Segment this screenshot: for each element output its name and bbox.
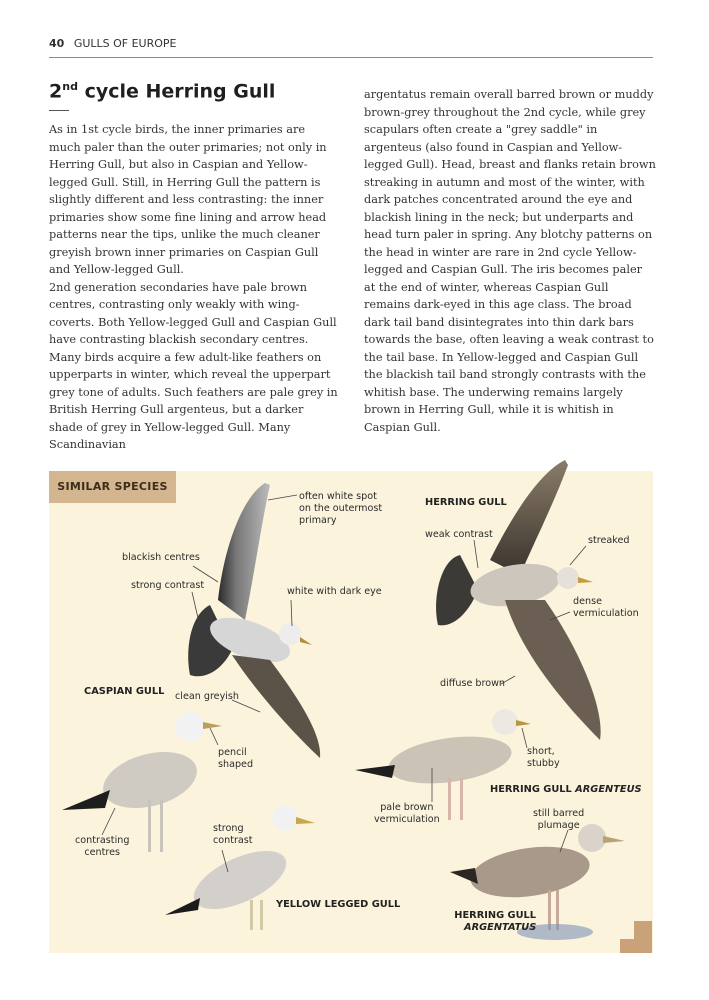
- label-pencil-shaped: pencil shaped: [218, 747, 254, 770]
- paragraph: Many birds acquire a few adult-like feathers on upperparts in winter, which reveal the upperpart grey tone of adults. Such feathers are pale grey in British Herring Gull argenteus, but a darker shade of grey in Yellow-legged Gull. Many Scandinavian: [49, 350, 338, 451]
- label-clean-greyish: clean greyish: [175, 691, 239, 702]
- label-diffuse-brown: diffuse brown: [440, 678, 506, 689]
- label-dense-vermiculation: dense vermiculation: [573, 596, 639, 619]
- species-herring-gull: HERRING GULL: [425, 497, 507, 508]
- label-streaked: streaked: [588, 535, 630, 546]
- label-contrasting-centres: contrasting centres: [75, 835, 130, 858]
- paragraph: As in 1st cycle birds, the inner primaries are much paler than the outer primaries; not only in Herring Gull, but also in Caspian and Yellow-legged Gull. Still, in Herring Gull the pattern is slightly different and less contrasting: the inner primaries show some fine lining and arrow head patterns near the tips, unlike the much cleaner greyish brown inner primaries on Caspian Gull and Yellow-legged Gull.: [49, 123, 327, 276]
- species-herring-gull-argenteus: HERRING GULL ARGENTEUS: [490, 784, 642, 795]
- species-yellow-legged-gull: YELLOW LEGGED GULL: [276, 899, 401, 910]
- label-white-spot: often white spot on the outermost primary: [299, 491, 383, 526]
- label-white-dark-eye: white with dark eye: [287, 586, 382, 597]
- species-caspian-gull: CASPIAN GULL: [84, 686, 165, 697]
- label-strong-contrast-2: strong contrast: [213, 823, 253, 846]
- label-still-barred: still barred plumage: [533, 808, 585, 831]
- label-strong-contrast: strong contrast: [131, 580, 205, 591]
- running-title: GULLS OF EUROPE: [73, 37, 177, 50]
- paragraph: argentatus remain overall barred brown or muddy brown-grey throughout the 2nd cycle, while grey scapulars often create a "grey saddle" in argenteus (also found in Caspian and Yellow-legged Gull). Head, breast and flanks retain brown streaking in autumn and most of the winter, with dark patches concentrated around the eye and blackish lining in the neck; but underparts and head turn paler in spring. Any blotchy patterns on the head in winter are rare in 2nd cycle Yellow-legged and Caspian Gull. The iris becomes paler at the end of winter, whereas Caspian Gull remains dark-eyed in this age class. The broad dark tail band disintegrates into thin dark bars towards the base, often leaving a weak contrast to the tail base. In Yellow-legged and Caspian Gull the blackish tail band strongly contrasts with the whitish base. The underwing remains largely brown in Herring Gull, while it is whitish in Caspian Gull.: [364, 88, 656, 434]
- paragraph: 2nd generation secondaries have pale brown centres, contrasting only weakly with wing-coverts. Both Yellow-legged Gull and Caspian Gull have contrasting blackish secondary centres.: [49, 280, 337, 346]
- label-weak-contrast: weak contrast: [425, 529, 493, 540]
- title-number: 2: [49, 80, 63, 103]
- label-pale-brown-vermiculation: pale brown vermiculation: [374, 802, 440, 825]
- caspian-gull-standing-figure: [62, 712, 222, 852]
- label-blackish-centres: blackish centres: [122, 552, 200, 563]
- corner-accent: [620, 921, 652, 953]
- title-text: cycle Herring Gull: [77, 80, 276, 103]
- title-ordinal: nd: [62, 80, 78, 93]
- similar-species-tag: SIMILAR SPECIES: [49, 471, 176, 503]
- page-number: 40: [49, 37, 65, 50]
- species-herring-gull-argentatus: HERRING GULL ARGENTATUS: [454, 910, 537, 933]
- label-short-stubby: short, stubby: [527, 746, 560, 769]
